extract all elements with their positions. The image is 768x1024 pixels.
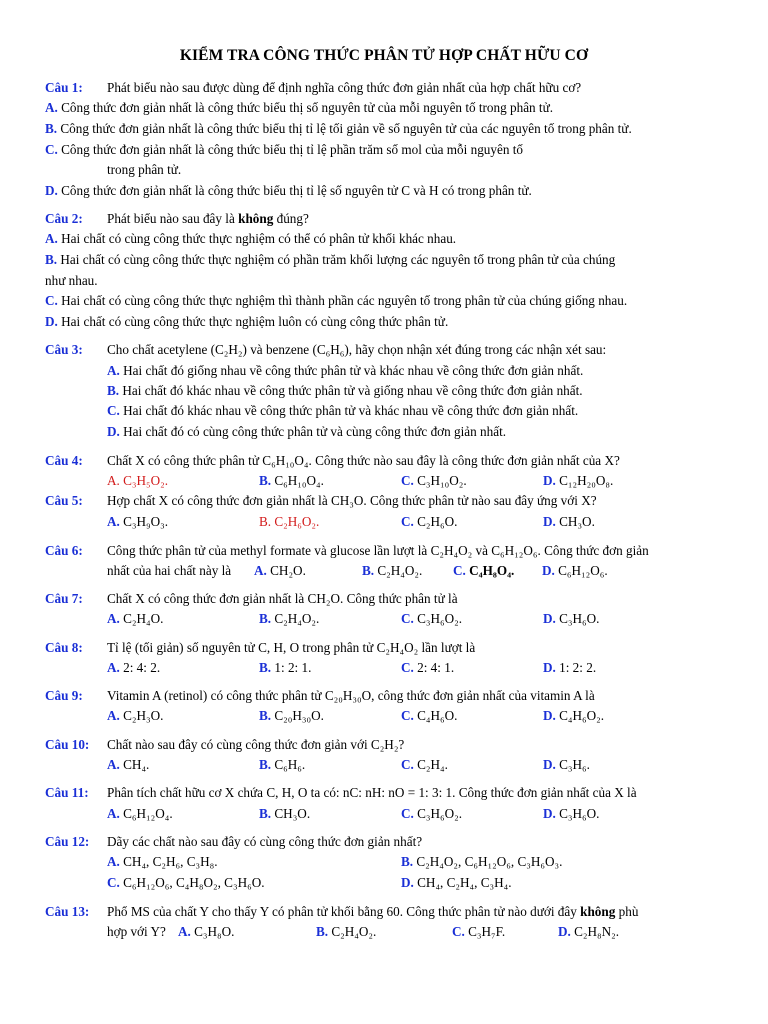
question-4-option-a: A. C₃H₅O₂. <box>107 473 169 488</box>
question-11-option-b: B. CH₃O. <box>259 806 311 821</box>
question-2-option-d: D. Hai chất có cùng công thức thực nghiệm luôn có cùng công thức phân tử. <box>45 314 449 329</box>
question-3-option-a: A. Hai chất đó giống nhau về công thức phân tử và khác nhau về công thức đơn giản nhất. <box>107 363 584 378</box>
question-5-option-d: D. CH₃O. <box>543 514 595 529</box>
question-2-option-a: A. Hai chất có cùng công thức thực nghiệm có thể có phân tử khối khác nhau. <box>45 231 457 246</box>
question-6-text: Công thức phân tử của methyl formate và glucose lần lượt là C₂H₄O₂ và C₆H₁₂O₆. Công thức đơn giản <box>107 543 649 558</box>
question-6-option-a: A. CH₂O. <box>254 563 306 578</box>
question-8-label: Câu 8: <box>45 640 83 655</box>
question-3-option-c: C. Hai chất đó khác nhau về công thức phân tử và khác nhau về công thức đơn giản nhất. <box>107 403 579 418</box>
question-6-option-d: D. C₆H₁₂O₆. <box>542 563 608 578</box>
page-title: KIỂM TRA CÔNG THỨC PHÂN TỬ HỢP CHẤT HỮU CƠ <box>179 47 589 64</box>
question-7-text: Chất X có công thức đơn giản nhất là CH₂O. Công thức phân tử là <box>107 591 458 606</box>
question-3-text: Cho chất acetylene (C₂H₂) và benzene (C₆H₆), hãy chọn nhận xét đúng trong các nhận xét sau: <box>107 342 607 357</box>
question-2-option-c: C. Hai chất có cùng công thức thực nghiệm thì thành phần các nguyên tố trong phân tử của chúng giống nhau. <box>45 293 628 308</box>
question-10-option-d: D. C₃H₆. <box>543 757 590 772</box>
question-9-option-c: C. C₄H₆O. <box>401 708 458 723</box>
question-6-label: Câu 6: <box>45 543 83 558</box>
question-10-option-c: C. C₂H₄. <box>401 757 448 772</box>
question-4-label: Câu 4: <box>45 453 83 468</box>
question-7-option-b: B. C₂H₄O₂. <box>259 611 320 626</box>
question-1-option-b: B. Công thức đơn giản nhất là công thức biểu thị tỉ lệ tối giản về số nguyên tử của các nguyên tố trong phân tử. <box>45 121 632 136</box>
question-9-option-b: B. C₂₀H₃₀O. <box>259 708 324 723</box>
question-10-option-b: B. C₆H₆. <box>259 757 306 772</box>
question-13-text-continued: hợp với Y? <box>107 924 166 939</box>
question-3-option-b: B. Hai chất đó khác nhau về công thức phân tử và giống nhau về công thức đơn giản nhất. <box>107 383 583 398</box>
question-1-label: Câu 1: <box>45 80 83 95</box>
question-4-option-d: D. C₁₂H₂₀O₈. <box>543 473 614 488</box>
question-12-option-a: A. CH₄, C₂H₆, C₃H₈. <box>107 854 218 869</box>
question-6-option-c: C. C₄H₈O₄. <box>453 563 515 578</box>
question-8-option-d: D. 1: 2: 2. <box>543 660 597 675</box>
question-9-option-a: A. C₂H₃O. <box>107 708 164 723</box>
question-4-option-c: C. C₃H₁₀O₂. <box>401 473 467 488</box>
question-13-option-c: C. C₃H₇F. <box>452 924 506 939</box>
question-9-option-d: D. C₄H₆O₂. <box>543 708 605 723</box>
question-6-option-b: B. C₂H₄O₂. <box>362 563 423 578</box>
question-1-option-c: C. Công thức đơn giản nhất là công thức biểu thị tỉ lệ phần trăm số mol của mỗi nguyên tố <box>45 142 523 157</box>
question-6-text-continued: nhất của hai chất này là <box>107 563 232 578</box>
question-11-label: Câu 11: <box>45 785 89 800</box>
question-7-option-d: D. C₃H₆O. <box>543 611 600 626</box>
question-11-option-c: C. C₃H₆O₂. <box>401 806 463 821</box>
question-12-option-c: C. C₆H₁₂O₆, C₄H₈O₂, C₃H₆O. <box>107 875 265 890</box>
question-5-label: Câu 5: <box>45 493 83 508</box>
question-13-option-d: D. C₂H₈N₂. <box>558 924 620 939</box>
question-1-option-c-continued: trong phân tử. <box>107 162 182 177</box>
question-8-option-b: B. 1: 2: 1. <box>259 660 312 675</box>
question-13-text: Phổ MS của chất Y cho thấy Y có phân tử khối bằng 60. Công thức phân tử nào dưới đây không phù <box>107 904 639 919</box>
question-1-text: Phát biểu nào sau được dùng để định nghĩa công thức đơn giản nhất của hợp chất hữu cơ? <box>107 80 582 95</box>
question-13-option-a: A. C₃H₈O. <box>178 924 235 939</box>
question-3-label: Câu 3: <box>45 342 83 357</box>
question-4-text: Chất X có công thức phân tử C₆H₁₀O₄. Công thức nào sau đây là công thức đơn giản nhất của X? <box>107 453 620 468</box>
question-1-option-a: A. Công thức đơn giản nhất là công thức biểu thị số nguyên tử của mỗi nguyên tố trong phân tử. <box>45 100 554 115</box>
question-2-label: Câu 2: <box>45 211 83 226</box>
question-13-label: Câu 13: <box>45 904 90 919</box>
question-11-option-d: D. C₃H₆O. <box>543 806 600 821</box>
question-4-option-b: B. C₆H₁₀O₄. <box>259 473 324 488</box>
question-7-option-c: C. C₃H₆O₂. <box>401 611 463 626</box>
question-12-label: Câu 12: <box>45 834 90 849</box>
question-12-option-b: B. C₂H₄O₂, C₆H₁₂O₆, C₃H₆O₃. <box>401 854 563 869</box>
question-5-text: Hợp chất X có công thức đơn giản nhất là CH₃O. Công thức phân tử nào sau đây ứng với X? <box>107 493 597 508</box>
question-10-text: Chất nào sau đây có cùng công thức đơn giản với C₂H₂? <box>107 737 405 752</box>
question-9-label: Câu 9: <box>45 688 83 703</box>
question-10-label: Câu 10: <box>45 737 90 752</box>
question-2-option-b-continued: như nhau. <box>45 273 98 288</box>
question-2-option-b: B. Hai chất có cùng công thức thực nghiệm có phần trăm khối lượng các nguyên tố trong phân tử của chúng <box>45 252 616 267</box>
question-9-text: Vitamin A (retinol) có công thức phân tử C₂₀H₃₀O, công thức đơn giản nhất của vitamin A là <box>107 688 595 703</box>
question-8-text: Tỉ lệ (tối giản) số nguyên tử C, H, O trong phân tử C₂H₄O₂ lần lượt là <box>107 640 476 655</box>
question-5-option-a: A. C₃H₉O₃. <box>107 514 169 529</box>
question-11-text: Phân tích chất hữu cơ X chứa C, H, O ta có: nC: nH: nO = 1: 3: 1. Công thức đơn giản nhất của X là <box>107 785 637 800</box>
question-1-option-d: D. Công thức đơn giản nhất là công thức biểu thị tỉ lệ số nguyên tử C và H có trong phân tử. <box>45 183 532 198</box>
question-5-option-c: C. C₂H₆O. <box>401 514 458 529</box>
question-8-option-a: A. 2: 4: 2. <box>107 660 161 675</box>
question-8-option-c: C. 2: 4: 1. <box>401 660 455 675</box>
question-3-option-d: D. Hai chất đó có cùng công thức phân tử và cùng công thức đơn giản nhất. <box>107 424 507 439</box>
question-12-text: Dãy các chất nào sau đây có cùng công thức đơn giản nhất? <box>107 834 423 849</box>
question-12-option-d: D. CH₄, C₂H₄, C₃H₄. <box>401 875 512 890</box>
question-7-label: Câu 7: <box>45 591 83 606</box>
question-5-option-b: B. C₂H₆O₂. <box>259 514 320 529</box>
question-10-option-a: A. CH₄. <box>107 757 150 772</box>
question-13-option-b: B. C₂H₄O₂. <box>316 924 377 939</box>
question-2-text: Phát biểu nào sau đây là không đúng? <box>107 211 309 226</box>
question-7-option-a: A. C₂H₄O. <box>107 611 164 626</box>
question-11-option-a: A. C₆H₁₂O₄. <box>107 806 173 821</box>
